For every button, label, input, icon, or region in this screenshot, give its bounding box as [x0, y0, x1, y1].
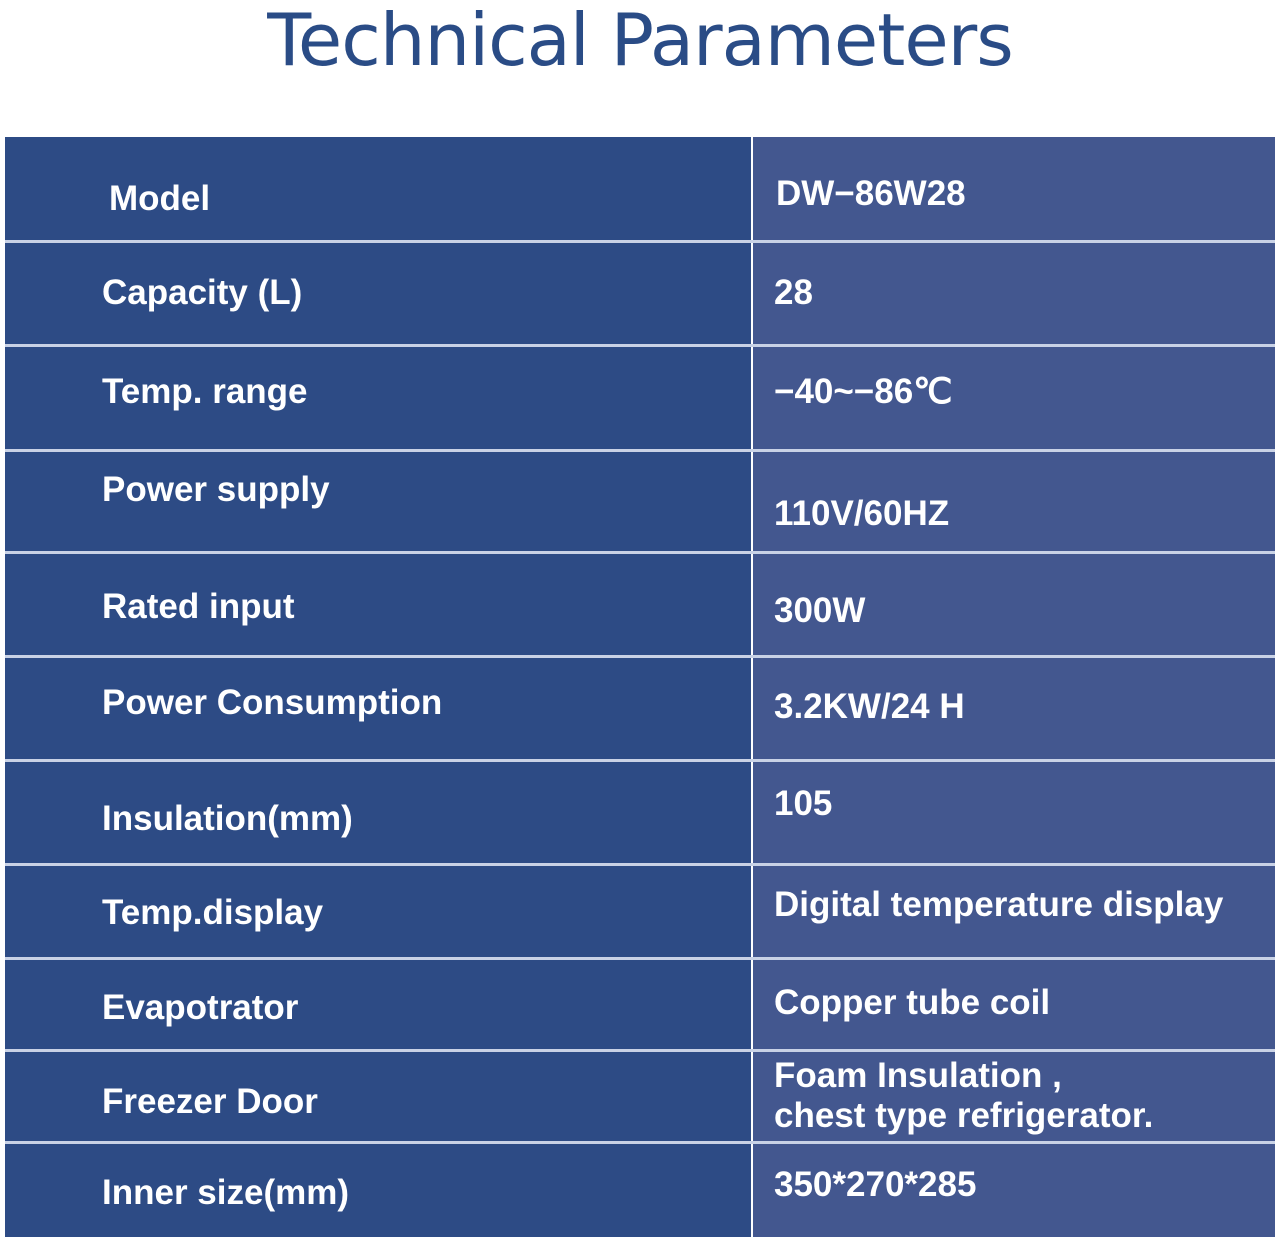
- value-cell: [753, 960, 1275, 1049]
- row-value: 300W: [774, 591, 866, 630]
- label-cell: [5, 554, 751, 655]
- value-cell: [753, 452, 1275, 551]
- label-cell: [5, 1144, 751, 1237]
- row-value: 28: [774, 273, 813, 312]
- row-label: Insulation(mm): [102, 799, 353, 838]
- row-label: Inner size(mm): [102, 1173, 349, 1212]
- label-cell: [5, 243, 751, 344]
- table-row: [5, 658, 1275, 759]
- row-label: Power supply: [102, 470, 330, 509]
- row-value: 350*270*285: [774, 1165, 977, 1204]
- parameters-table: [5, 137, 1275, 1237]
- row-value: 3.2KW/24 H: [774, 687, 965, 726]
- row-value: 105: [774, 784, 833, 823]
- row-value: −40~−86℃: [774, 372, 953, 411]
- row-label: Evapotrator: [102, 988, 299, 1027]
- value-cell: [753, 866, 1275, 957]
- value-cell: [753, 137, 1275, 240]
- table-row: [5, 347, 1275, 449]
- row-label: Freezer Door: [102, 1082, 318, 1121]
- row-value: Copper tube coil: [774, 983, 1051, 1022]
- table-row: [5, 762, 1275, 863]
- table-row: [5, 1052, 1275, 1141]
- row-value: 110V/60HZ: [774, 494, 950, 533]
- value-cell: [753, 762, 1275, 863]
- label-cell: [5, 960, 751, 1049]
- table-row: [5, 960, 1275, 1049]
- table-row: [5, 243, 1275, 344]
- row-value: Digital temperature display: [774, 885, 1224, 924]
- table-row: [5, 452, 1275, 551]
- label-cell: [5, 658, 751, 759]
- table-row: [5, 137, 1275, 240]
- page-title: Technical Parameters: [267, 0, 1013, 82]
- table-row: [5, 866, 1275, 957]
- label-cell: [5, 866, 751, 957]
- row-value-line-1: Foam Insulation ,: [774, 1056, 1062, 1095]
- label-cell: [5, 347, 751, 449]
- row-label: Capacity (L): [102, 273, 303, 312]
- value-cell: [753, 347, 1275, 449]
- row-label: Model: [109, 179, 211, 218]
- value-cell: [753, 658, 1275, 759]
- row-value-line-2: chest type refrigerator.: [774, 1096, 1154, 1135]
- label-cell: [5, 1052, 751, 1141]
- value-cell: [753, 554, 1275, 655]
- row-label: Power Consumption: [102, 683, 443, 722]
- label-cell: [5, 762, 751, 863]
- value-cell: [753, 1144, 1275, 1237]
- row-label: Temp.display: [102, 893, 324, 932]
- table-row: [5, 554, 1275, 655]
- row-value: DW−86W28: [776, 174, 966, 213]
- label-cell: [5, 137, 751, 240]
- label-cell: [5, 452, 751, 551]
- row-label: Temp. range: [102, 372, 308, 411]
- table-row: [5, 1144, 1275, 1237]
- row-label: Rated input: [102, 587, 295, 626]
- value-cell: [753, 1052, 1275, 1141]
- value-cell: [753, 243, 1275, 344]
